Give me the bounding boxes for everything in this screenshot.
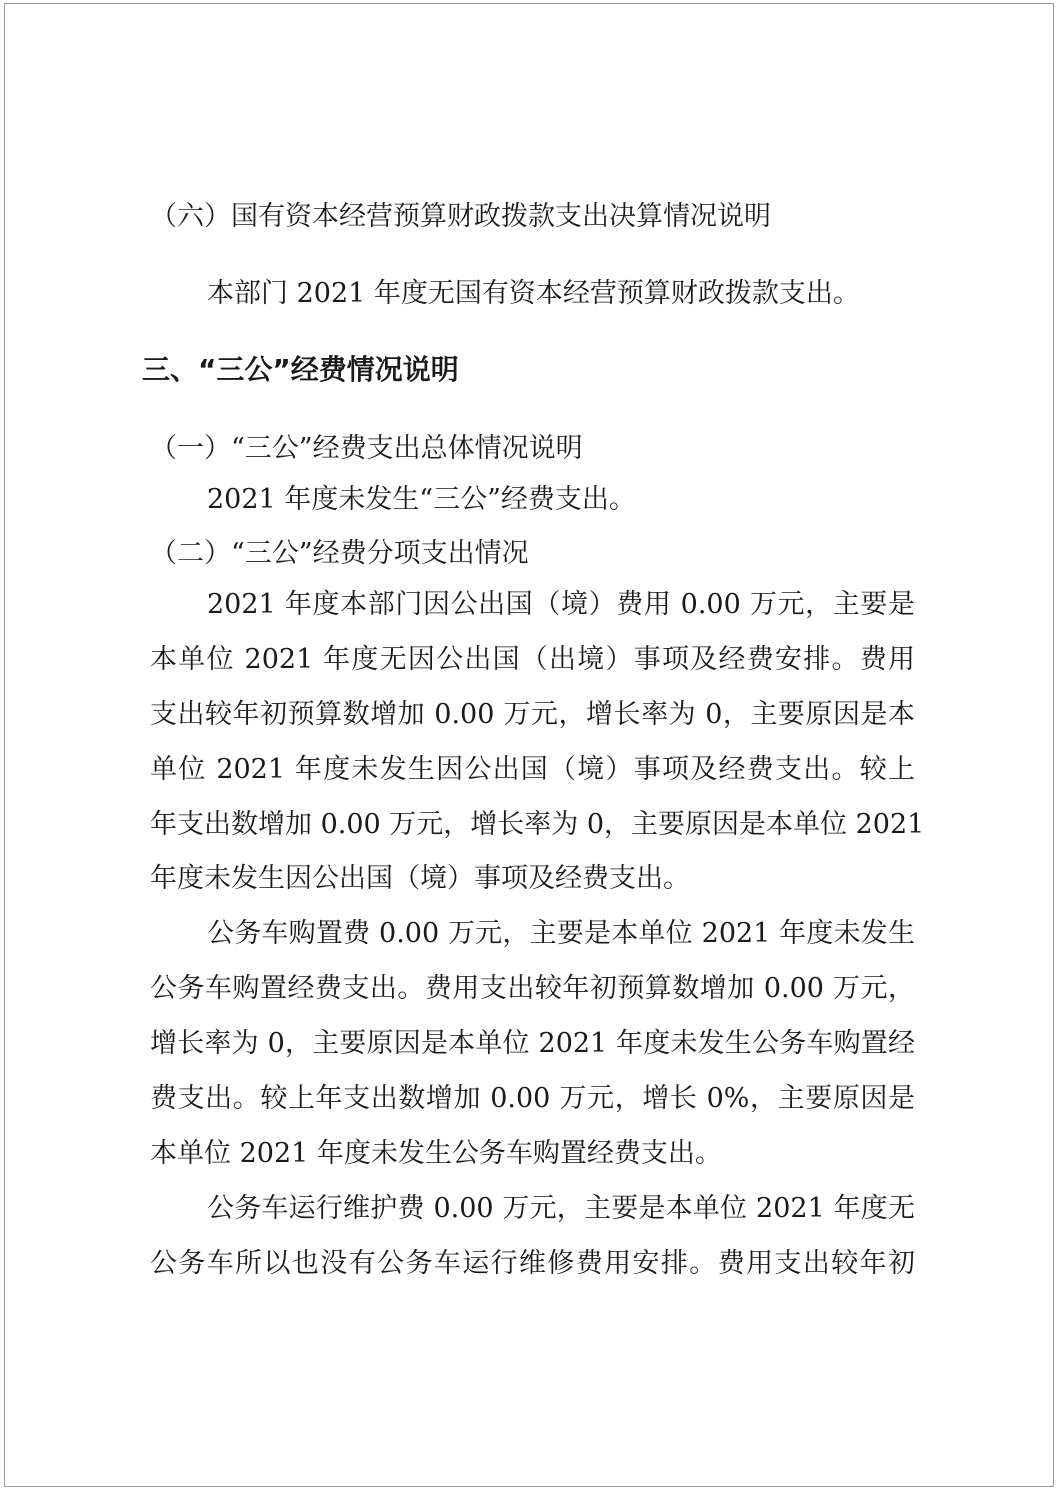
paragraph-line: 公务车购置经费支出。费用支出较年初预算数增加 0.00 万元， bbox=[150, 973, 915, 1004]
paragraph-line: 单位 2021 年度未发生因公出国（境）事项及经费支出。较上 bbox=[150, 754, 915, 785]
paragraph-line: 支出较年初预算数增加 0.00 万元，增长率为 0，主要原因是本 bbox=[150, 699, 915, 730]
paragraph-line: 费支出。较上年支出数增加 0.00 万元，增长 0%，主要原因是 bbox=[150, 1083, 915, 1114]
paragraph-line: 本单位 2021 年度未发生公务车购置经费支出。 bbox=[150, 1138, 722, 1169]
section-heading-3: 三、“三公”经费情况说明 bbox=[142, 353, 459, 386]
subsection-heading-2: （二）“三公”经费分项支出情况 bbox=[150, 538, 529, 569]
subsection-1-body: 2021 年度未发生“三公”经费支出。 bbox=[207, 484, 636, 515]
paragraph-line: 年度未发生因公出国（境）事项及经费支出。 bbox=[150, 863, 690, 894]
section-heading-6: （六）国有资本经营预算财政拨款支出决算情况说明 bbox=[150, 201, 771, 232]
paragraph-line: 本单位 2021 年度无因公出国（出境）事项及经费安排。费用 bbox=[150, 644, 915, 675]
paragraph-line: 2021 年度本部门因公出国（境）费用 0.00 万元，主要是 bbox=[207, 589, 915, 620]
paragraph-line: 年支出数增加 0.00 万元，增长率为 0，主要原因是本单位 2021 bbox=[150, 809, 925, 840]
paragraph-line: 增长率为 0，主要原因是本单位 2021 年度未发生公务车购置经 bbox=[150, 1028, 915, 1059]
subsection-heading-1: （一）“三公”经费支出总体情况说明 bbox=[150, 433, 583, 464]
paragraph-line: 公务车购置费 0.00 万元，主要是本单位 2021 年度未发生 bbox=[207, 918, 915, 949]
paragraph-line: 公务车运行维护费 0.00 万元，主要是本单位 2021 年度无 bbox=[207, 1193, 915, 1224]
paragraph-line: 公务车所以也没有公务车运行维修费用安排。费用支出较年初 bbox=[150, 1248, 915, 1279]
section-6-body: 本部门 2021 年度无国有资本经营预算财政拨款支出。 bbox=[207, 278, 860, 309]
